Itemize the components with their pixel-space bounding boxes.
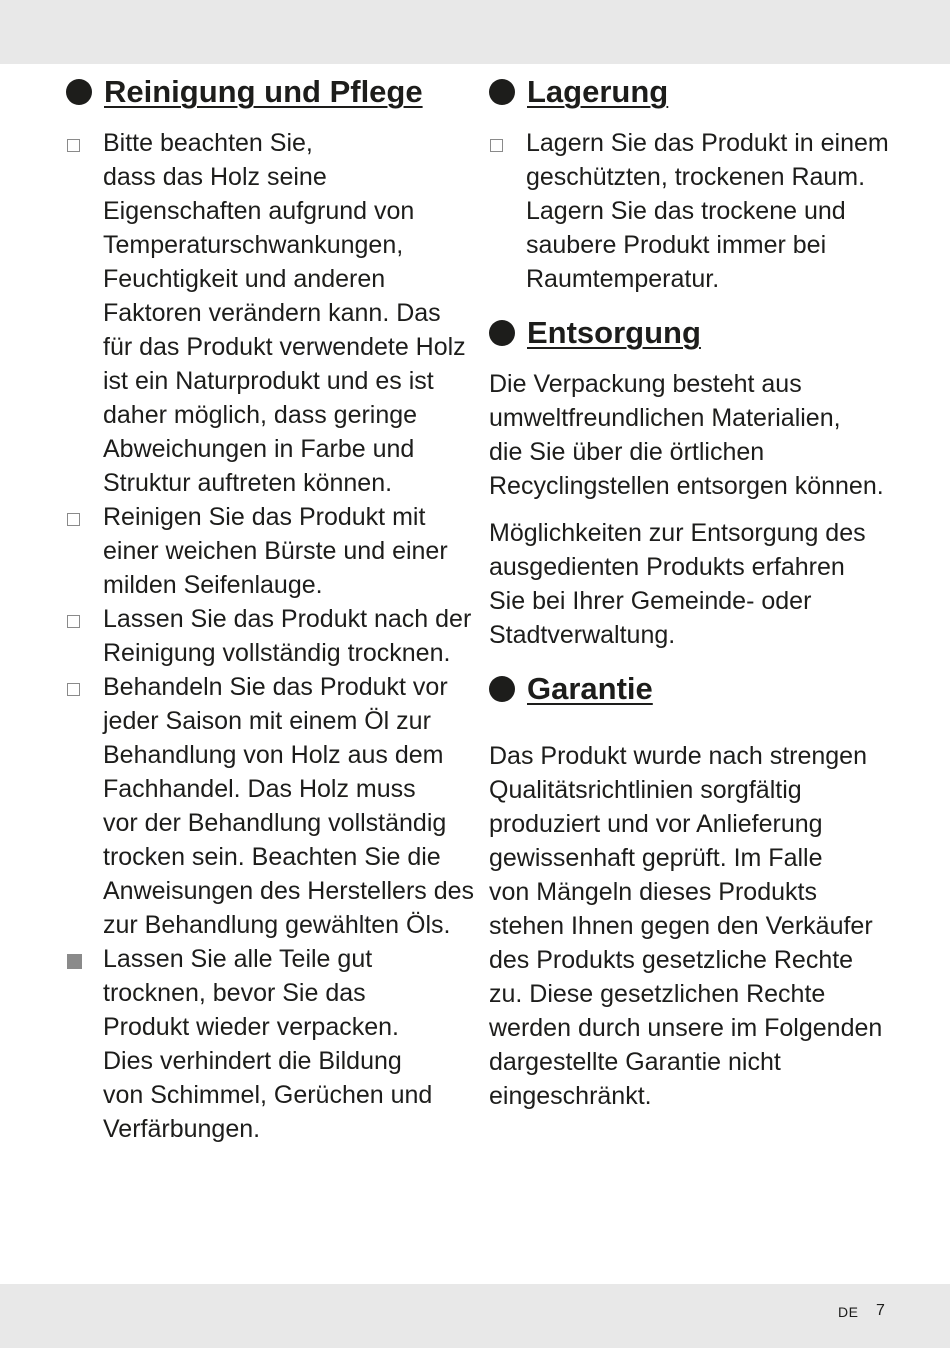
disposal-paragraph bbox=[489, 516, 889, 652]
text-line: produziert und vor Anlieferung bbox=[489, 810, 823, 838]
text-line: zu. Diese gesetzlichen Rechte bbox=[489, 980, 826, 1008]
text-line: Reinigung vollständig trocknen. bbox=[103, 639, 451, 667]
heading-bullet-icon bbox=[66, 79, 92, 105]
text-line: Eigenschaften aufgrund von bbox=[103, 197, 415, 225]
text-line: Verfärbungen. bbox=[103, 1115, 261, 1143]
heading-bullet-icon bbox=[489, 676, 515, 702]
text-line: Lagern Sie das trockene und bbox=[526, 197, 846, 225]
text-line: Struktur auftreten können. bbox=[103, 469, 393, 497]
text-line: werden durch unsere im Folgenden bbox=[489, 1014, 883, 1042]
warranty-heading-text: Garantie bbox=[527, 671, 653, 706]
text-line: milden Seifenlauge. bbox=[103, 571, 323, 599]
storage-heading bbox=[489, 70, 889, 114]
text-line: umweltfreundlichen Materialien, bbox=[489, 404, 841, 432]
heading-bullet-icon bbox=[489, 320, 515, 346]
text-line: Fachhandel. Das Holz muss bbox=[103, 775, 416, 803]
storage-heading-text: Lagerung bbox=[527, 74, 669, 109]
filled-square-bullet-icon bbox=[67, 954, 82, 969]
disposal-heading-text: Entsorgung bbox=[527, 315, 701, 350]
list-item bbox=[66, 500, 466, 602]
text-line: Lassen Sie alle Teile gut bbox=[103, 945, 373, 973]
checkbox-bullet-icon bbox=[67, 683, 80, 696]
text-line: Dies verhindert die Bildung bbox=[103, 1047, 402, 1075]
text-line: Qualitätsrichtlinien sorgfältig bbox=[489, 776, 802, 804]
text-line: Behandlung von Holz aus dem bbox=[103, 741, 444, 769]
text-line: ausgedienten Produkts erfahren bbox=[489, 553, 845, 581]
text-line: gewissenhaft geprüft. Im Falle bbox=[489, 844, 823, 872]
text-line: zur Behandlung gewählten Öls. bbox=[103, 911, 451, 939]
text-line: Lagern Sie das Produkt in einem bbox=[526, 129, 889, 157]
checkbox-bullet-icon bbox=[490, 139, 503, 152]
footer-band bbox=[0, 1284, 950, 1348]
cleaning-section bbox=[66, 70, 475, 1146]
text-line: trocken sein. Beachten Sie die bbox=[103, 843, 441, 871]
text-line: Abweichungen in Farbe und bbox=[103, 435, 415, 463]
disposal-paragraph bbox=[489, 367, 889, 503]
text-line: jeder Saison mit einem Öl zur bbox=[103, 707, 431, 735]
text-line: Stadtverwaltung. bbox=[489, 621, 676, 649]
checkbox-bullet-icon bbox=[67, 139, 80, 152]
text-line: Behandeln Sie das Produkt vor bbox=[103, 673, 448, 701]
list-item bbox=[66, 126, 466, 500]
page-number: 7 bbox=[876, 1302, 885, 1319]
text-line: einer weichen Bürste und einer bbox=[103, 537, 448, 565]
text-line: stehen Ihnen gegen den Verkäufer bbox=[489, 912, 873, 940]
disposal-section bbox=[489, 311, 889, 652]
warranty-paragraph bbox=[489, 739, 889, 1113]
text-line: von Mängeln dieses Produkts bbox=[489, 878, 817, 906]
text-line: Faktoren verändern kann. Das bbox=[103, 299, 441, 327]
cleaning-heading-text: Reinigung und Pflege bbox=[104, 74, 423, 109]
text-line: von Schimmel, Gerüchen und bbox=[103, 1081, 433, 1109]
list-item bbox=[66, 942, 466, 1146]
language-code: DE bbox=[838, 1304, 859, 1320]
warranty-heading bbox=[489, 667, 889, 711]
disposal-heading bbox=[489, 311, 889, 355]
text-line: Recyclingstellen entsorgen können. bbox=[489, 472, 884, 500]
checkbox-bullet-icon bbox=[67, 615, 80, 628]
text-line: Temperaturschwankungen, bbox=[103, 231, 404, 259]
text-line: dargestellte Garantie nicht bbox=[489, 1048, 781, 1076]
text-line: Möglichkeiten zur Entsorgung des bbox=[489, 519, 866, 547]
right-column bbox=[489, 70, 889, 1113]
text-line: des Produkts gesetzliche Rechte bbox=[489, 946, 854, 974]
text-line: vor der Behandlung vollständig bbox=[103, 809, 447, 837]
text-line: Die Verpackung besteht aus bbox=[489, 370, 802, 398]
list-item bbox=[66, 602, 472, 670]
text-line: Sie bei Ihrer Gemeinde- oder bbox=[489, 587, 812, 615]
text-line: saubere Produkt immer bei bbox=[526, 231, 827, 259]
text-line: Feuchtigkeit und anderen bbox=[103, 265, 386, 293]
text-line: eingeschränkt. bbox=[489, 1082, 652, 1110]
text-line: Anweisungen des Herstellers des bbox=[103, 877, 475, 905]
text-line: die Sie über die örtlichen bbox=[489, 438, 765, 466]
text-line: Produkt wieder verpacken. bbox=[103, 1013, 399, 1041]
text-line: Lassen Sie das Produkt nach der bbox=[103, 605, 472, 633]
cleaning-list bbox=[66, 126, 475, 1146]
text-line: daher möglich, dass geringe bbox=[103, 401, 418, 429]
text-line: für das Produkt verwendete Holz bbox=[103, 333, 466, 361]
cleaning-heading bbox=[66, 70, 466, 114]
text-line: trocknen, bevor Sie das bbox=[103, 979, 366, 1007]
text-line: Das Produkt wurde nach strengen bbox=[489, 742, 867, 770]
text-line: Bitte beachten Sie, bbox=[103, 129, 313, 157]
storage-section bbox=[489, 70, 889, 296]
header-band bbox=[0, 0, 950, 64]
text-line: Raumtemperatur. bbox=[526, 265, 720, 293]
list-item bbox=[489, 126, 889, 296]
text-line: geschützten, trockenen Raum. bbox=[526, 163, 866, 191]
text-line: dass das Holz seine bbox=[103, 163, 327, 191]
list-item bbox=[66, 670, 475, 942]
warranty-section bbox=[489, 667, 889, 1113]
checkbox-bullet-icon bbox=[67, 513, 80, 526]
text-line: Reinigen Sie das Produkt mit bbox=[103, 503, 426, 531]
heading-bullet-icon bbox=[489, 79, 515, 105]
text-line: ist ein Naturprodukt und es ist bbox=[103, 367, 434, 395]
